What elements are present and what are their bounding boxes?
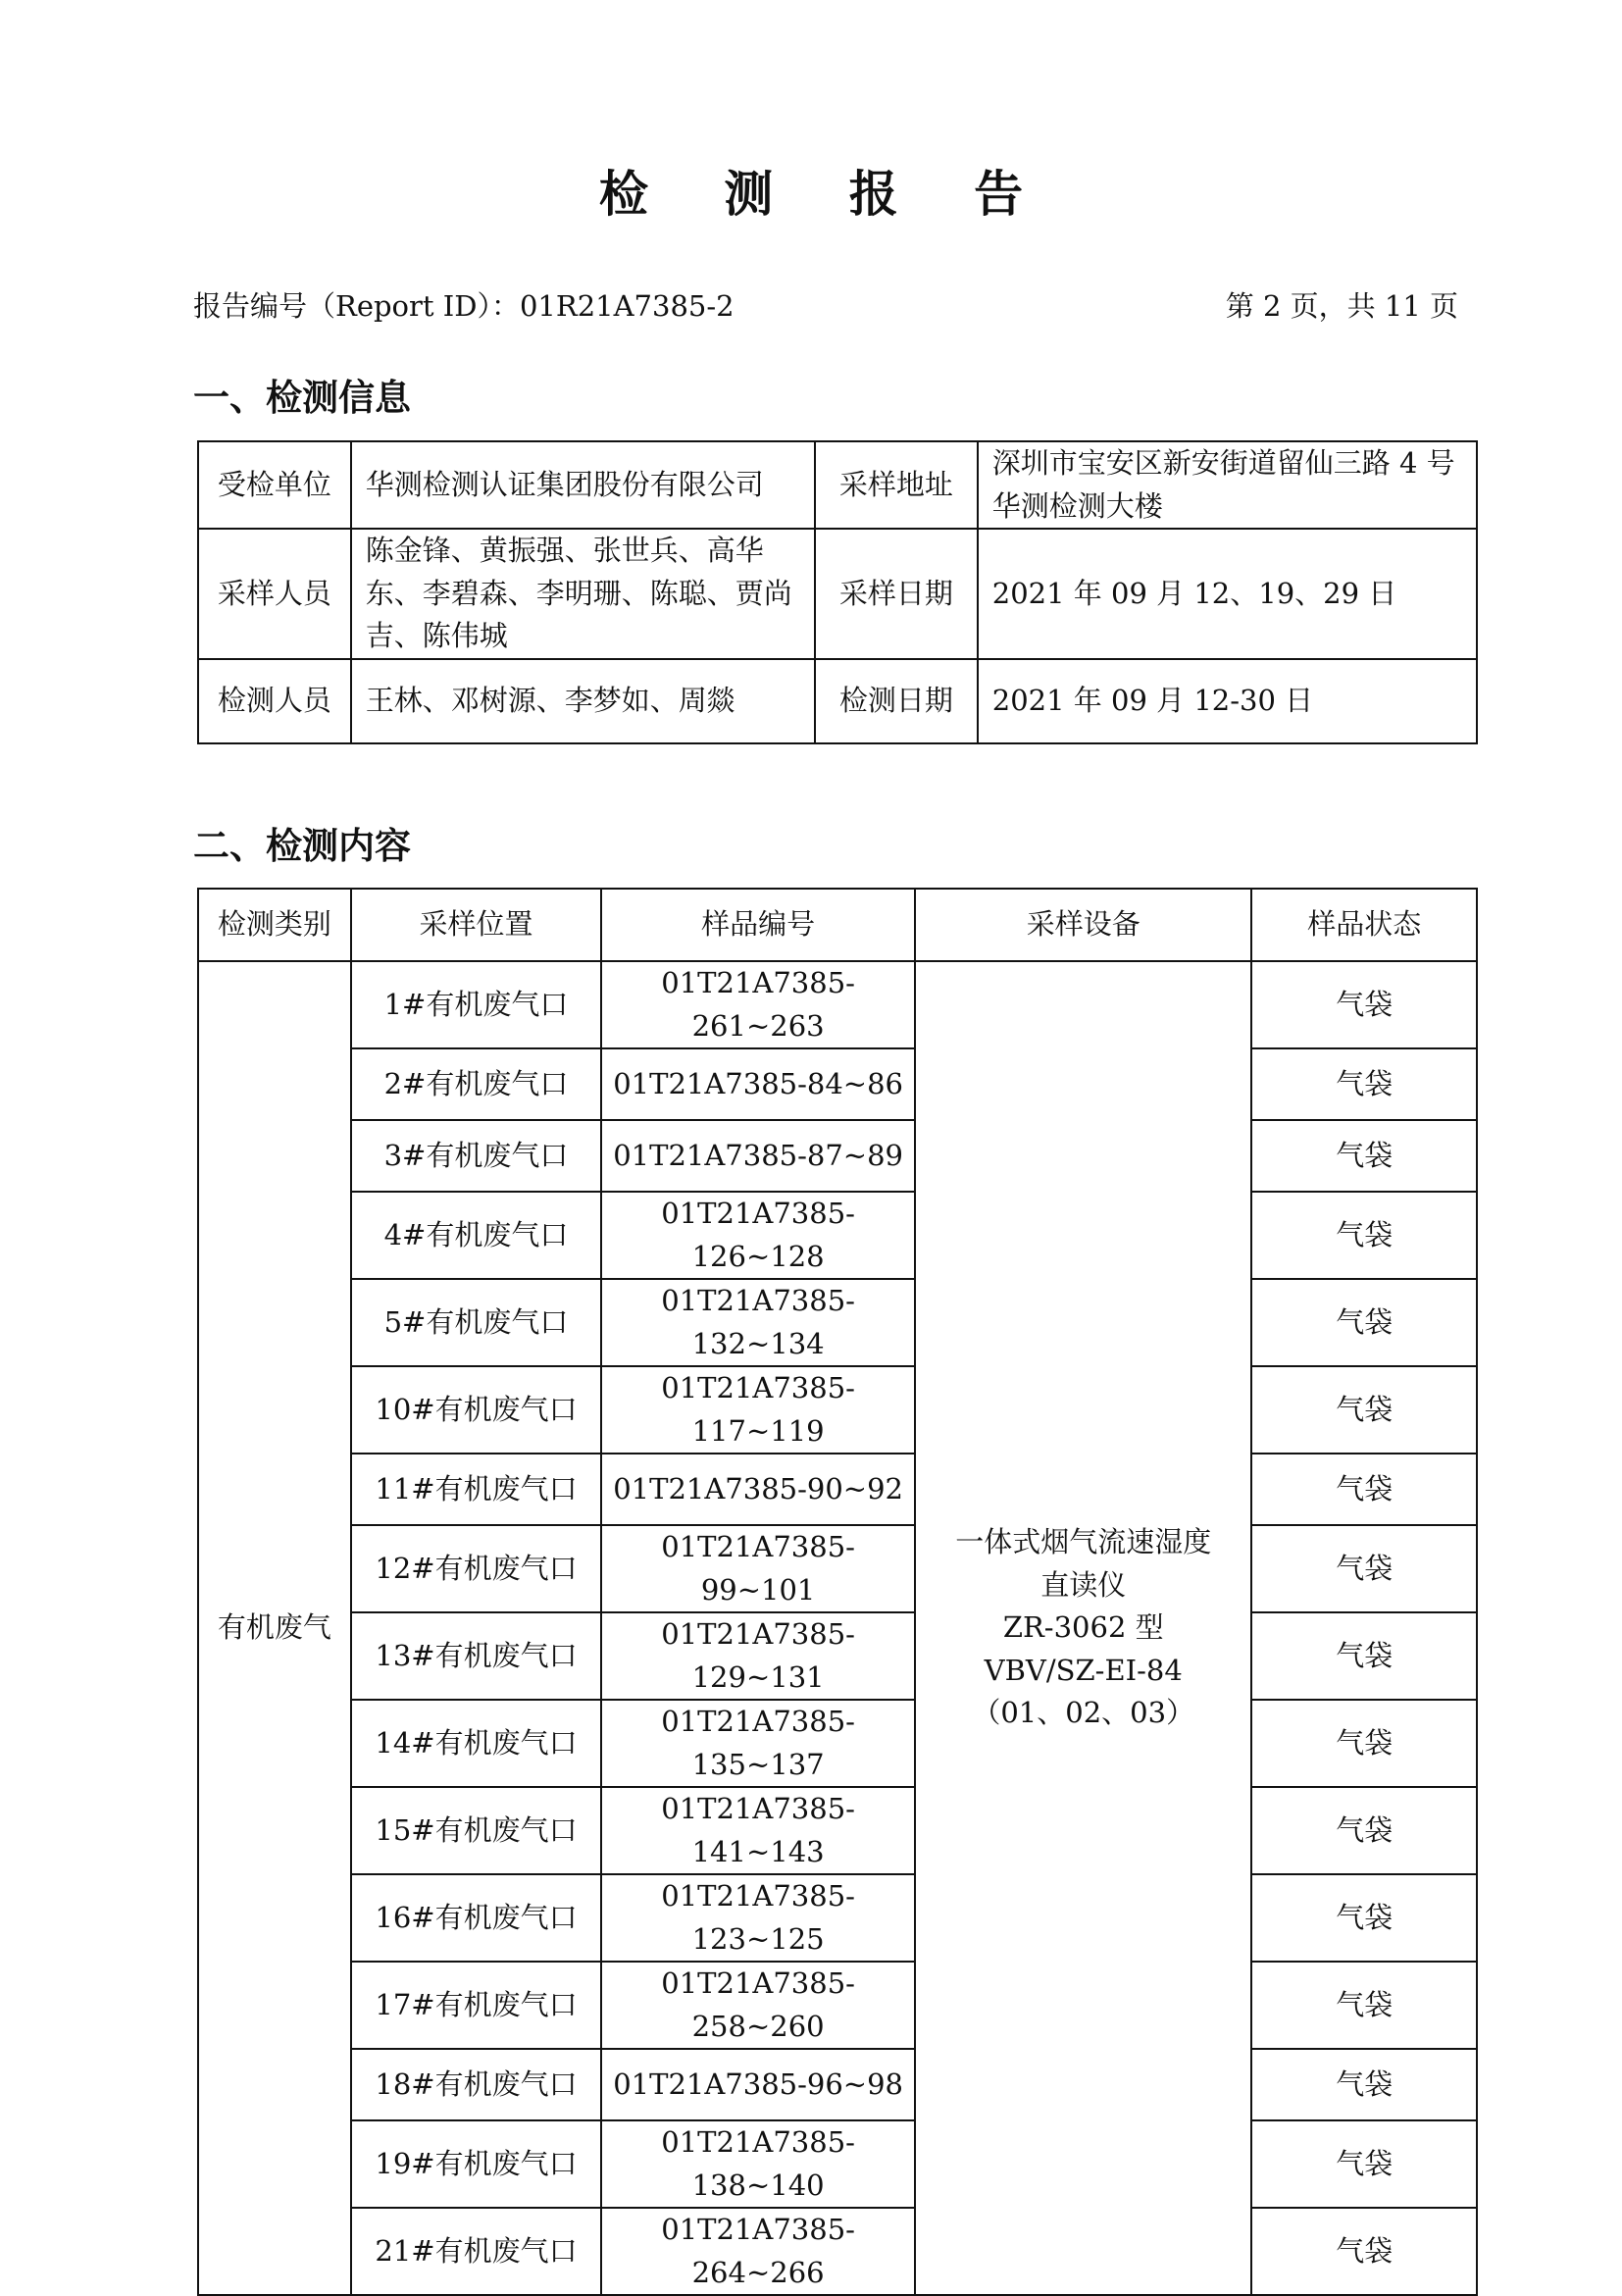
table-header-row: [198, 889, 1477, 961]
info-value: 华测检测认证集团股份有限公司: [351, 441, 815, 529]
location-cell: 11#有机废气口: [351, 1454, 602, 1525]
status-cell: 气袋: [1251, 1279, 1477, 1366]
sample-id-cell: 01T21A7385-90~92: [601, 1454, 915, 1525]
location-cell: 13#有机废气口: [351, 1612, 602, 1700]
column-header: 样品状态: [1251, 889, 1477, 961]
table-row: [198, 1366, 1477, 1454]
report-id-label: 报告编号（Report ID）：: [193, 289, 520, 323]
table-row: [198, 529, 1477, 659]
table-row: [198, 1120, 1477, 1192]
location-cell: 21#有机废气口: [351, 2208, 602, 2295]
report-id: 01R21A7385-2: [519, 289, 735, 323]
location-cell: 4#有机废气口: [351, 1192, 602, 1279]
location-cell: 17#有机废气口: [351, 1962, 602, 2049]
table-row: [198, 2049, 1477, 2120]
info-label: 采样地址: [815, 441, 978, 529]
status-cell: 气袋: [1251, 1120, 1477, 1192]
sample-id-cell: 01T21A7385-135~137: [601, 1700, 915, 1787]
info-value: 2021 年 09 月 12-30 日: [978, 659, 1477, 743]
table-row: [198, 1787, 1477, 1874]
info-label: 受检单位: [198, 441, 351, 529]
status-cell: 气袋: [1251, 2049, 1477, 2120]
status-cell: 气袋: [1251, 1612, 1477, 1700]
page-title: 检 测 报 告: [598, 166, 1053, 223]
location-cell: 18#有机废气口: [351, 2049, 602, 2120]
info-label: 检测人员: [198, 659, 351, 743]
info-label: 采样人员: [198, 529, 351, 659]
table-row: [198, 2120, 1477, 2208]
equipment-line: 直读仪: [1040, 1567, 1127, 1602]
location-cell: 5#有机废气口: [351, 1279, 602, 1366]
status-cell: 气袋: [1251, 1192, 1477, 1279]
sample-id-cell: 01T21A7385-258~260: [601, 1962, 915, 2049]
table-row: [198, 1700, 1477, 1787]
equipment-line: ZR-3062 型: [1002, 1610, 1164, 1645]
sample-id-cell: 01T21A7385-123~125: [601, 1874, 915, 1962]
sample-id-cell: 01T21A7385-96~98: [601, 2049, 915, 2120]
status-cell: 气袋: [1251, 1366, 1477, 1454]
sample-id-cell: 01T21A7385-132~134: [601, 1279, 915, 1366]
equipment-line: （01、02、03）: [972, 1696, 1195, 1730]
section-heading-info: 一、检测信息: [193, 377, 411, 419]
sample-id-cell: 01T21A7385-99~101: [601, 1525, 915, 1612]
sample-id-cell: 01T21A7385-129~131: [601, 1612, 915, 1700]
table-row: [198, 1048, 1477, 1120]
equipment-line: 一体式烟气流速湿度: [955, 1525, 1212, 1559]
table-row: [198, 1454, 1477, 1525]
sample-id-cell: 01T21A7385-138~140: [601, 2120, 915, 2208]
category-cell: 有机废气: [198, 961, 351, 2295]
report-header-line: [193, 284, 1458, 325]
info-value: 2021 年 09 月 12、19、29 日: [978, 529, 1477, 659]
equipment-line: VBV/SZ-EI-84: [984, 1653, 1183, 1687]
location-cell: 14#有机废气口: [351, 1700, 602, 1787]
column-header: 采样位置: [351, 889, 602, 961]
sample-id-cell: 01T21A7385-141~143: [601, 1787, 915, 1874]
sample-id-cell: 01T21A7385-87~89: [601, 1120, 915, 1192]
inspection-info-table: [197, 440, 1478, 744]
location-cell: 19#有机废气口: [351, 2120, 602, 2208]
sample-id-cell: 01T21A7385-117~119: [601, 1366, 915, 1454]
info-value: 王林、邓树源、李梦如、周燚: [351, 659, 815, 743]
section-heading-content: 二、检测内容: [193, 825, 411, 867]
inspection-content-table: [197, 888, 1478, 2296]
table-row: [198, 659, 1477, 743]
status-cell: 气袋: [1251, 1962, 1477, 2049]
location-cell: 12#有机废气口: [351, 1525, 602, 1612]
table-row: [198, 961, 1477, 1048]
sample-id-cell: 01T21A7385-84~86: [601, 1048, 915, 1120]
location-cell: 15#有机废气口: [351, 1787, 602, 1874]
page-info: 第 2 页，共 11 页: [1225, 289, 1458, 323]
table-row: [198, 1874, 1477, 1962]
sample-id-cell: 01T21A7385-264~266: [601, 2208, 915, 2295]
sample-id-cell: 01T21A7385-261~263: [601, 961, 915, 1048]
equipment-cell: [915, 961, 1251, 2295]
sample-id-cell: 01T21A7385-126~128: [601, 1192, 915, 1279]
location-cell: 2#有机废气口: [351, 1048, 602, 1120]
info-label: 检测日期: [815, 659, 978, 743]
status-cell: 气袋: [1251, 1874, 1477, 1962]
column-header: 检测类别: [198, 889, 351, 961]
info-value: 陈金锋、黄振强、张世兵、高华东、李碧森、李明珊、陈聪、贾尚吉、陈伟城: [351, 529, 815, 659]
status-cell: 气袋: [1251, 2208, 1477, 2295]
location-cell: 3#有机废气口: [351, 1120, 602, 1192]
status-cell: 气袋: [1251, 1787, 1477, 1874]
column-header: 采样设备: [915, 889, 1251, 961]
info-label: 采样日期: [815, 529, 978, 659]
status-cell: 气袋: [1251, 1525, 1477, 1612]
status-cell: 气袋: [1251, 2120, 1477, 2208]
table-row: [198, 1279, 1477, 1366]
info-value: 深圳市宝安区新安街道留仙三路 4 号华测检测大楼: [978, 441, 1477, 529]
table-row: [198, 1192, 1477, 1279]
location-cell: 1#有机废气口: [351, 961, 602, 1048]
status-cell: 气袋: [1251, 1454, 1477, 1525]
table-row: [198, 1612, 1477, 1700]
location-cell: 16#有机废气口: [351, 1874, 602, 1962]
table-row: [198, 1525, 1477, 1612]
status-cell: 气袋: [1251, 1048, 1477, 1120]
status-cell: 气袋: [1251, 1700, 1477, 1787]
location-cell: 10#有机废气口: [351, 1366, 602, 1454]
column-header: 样品编号: [601, 889, 915, 961]
table-row: [198, 1962, 1477, 2049]
status-cell: 气袋: [1251, 961, 1477, 1048]
report-id-block: [193, 284, 735, 325]
table-row: [198, 441, 1477, 529]
table-row: [198, 2208, 1477, 2295]
